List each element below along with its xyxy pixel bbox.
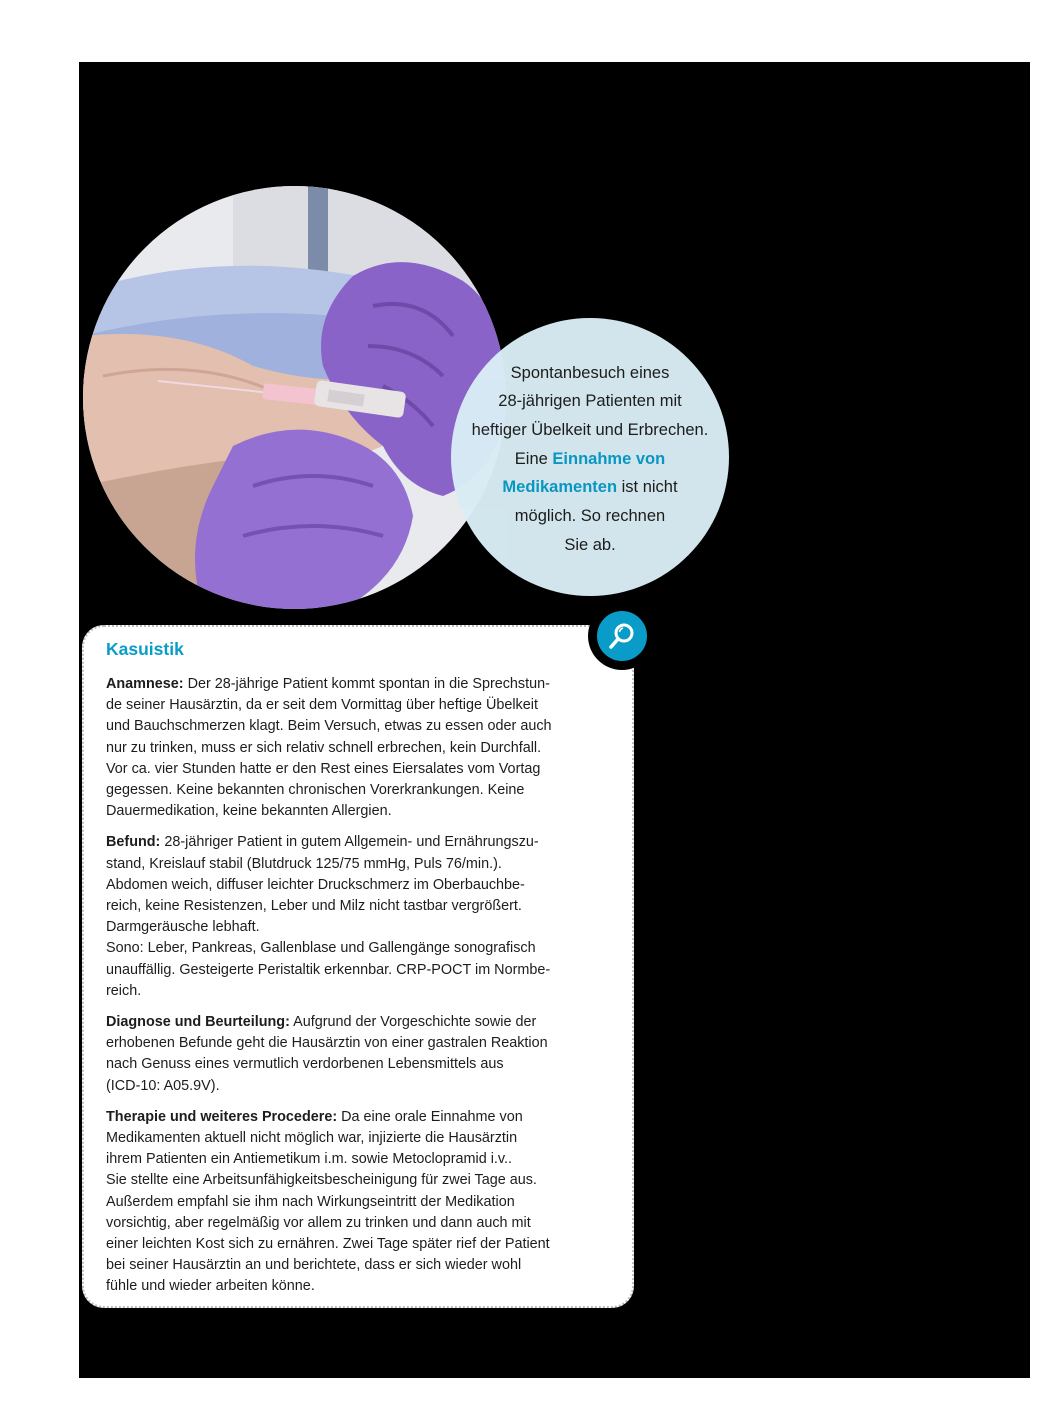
injection-photo bbox=[83, 186, 506, 609]
case-line: reich. bbox=[106, 982, 142, 999]
befund-label: Befund: bbox=[106, 834, 161, 851]
teaser-line: möglich. So rechnen bbox=[514, 507, 666, 526]
case-line: nach Genuss eines vermutlich verdorbenen Lebensmittels aus bbox=[106, 1056, 504, 1073]
search-badge bbox=[588, 602, 656, 670]
case-line bbox=[106, 1012, 616, 1033]
case-body bbox=[106, 674, 616, 1308]
teaser-highlight: Medikamenten bbox=[502, 478, 618, 497]
diagnose-label: Diagnose und Beurteilung: bbox=[106, 1014, 290, 1031]
case-line: reich, keine Resistenzen, Leber und Milz nicht tastbar vergrößert. bbox=[106, 898, 522, 915]
teaser-text bbox=[451, 359, 729, 560]
diagnose-paragraph bbox=[106, 1012, 616, 1097]
anamnese-label: Anamnese: bbox=[106, 676, 184, 692]
teaser-line: Sie ab. bbox=[564, 535, 616, 554]
case-line-text: Aufgrund der Vorgeschichte sowie der bbox=[289, 1014, 537, 1031]
case-line-text: Da eine orale Einnahme von bbox=[337, 1108, 523, 1125]
teaser-highlight: Einnahme von bbox=[552, 449, 666, 468]
therapie-label: Therapie und weiteres Procedere: bbox=[106, 1108, 338, 1125]
case-line: Dauermedikation, keine bekannten Allergien. bbox=[106, 803, 392, 820]
case-line: Medikamenten aktuell nicht möglich war, injizierte die Hausärztin bbox=[106, 1130, 518, 1147]
case-line: bei seiner Hausärztin an und berichtete, dass er sich wieder wohl bbox=[106, 1257, 522, 1274]
case-line-text: 28-jähriger Patient in gutem Allgemein- und Ernährungszu- bbox=[160, 834, 539, 851]
case-line: (ICD-10: A05.9V). bbox=[106, 1077, 220, 1094]
teaser-line: heftiger Übelkeit und Erbrechen. bbox=[471, 420, 709, 439]
teaser-line-text: Eine bbox=[514, 449, 553, 468]
teaser-line: 28-jährigen Patienten mit bbox=[498, 392, 682, 411]
teaser-line-text: ist nicht bbox=[617, 478, 678, 497]
case-line bbox=[106, 1107, 616, 1128]
case-line: vorsichtig, aber regelmäßig vor allem zu trinken und dann auch mit bbox=[106, 1214, 531, 1231]
search-icon bbox=[597, 611, 647, 661]
teaser-line bbox=[451, 445, 729, 474]
teaser-bubble bbox=[451, 318, 729, 596]
case-line: Sie stellte eine Arbeitsunfähigkeitsbescheinigung für zwei Tage aus. bbox=[106, 1172, 537, 1189]
case-line: nur zu trinken, muss er sich relativ schnell erbrechen, kein Durchfall. bbox=[106, 739, 542, 756]
teaser-line: Spontanbesuch eines bbox=[510, 363, 670, 382]
anamnese-paragraph bbox=[106, 674, 616, 822]
case-line: unauffällig. Gesteigerte Peristaltik erkennbar. CRP-POCT im Normbe- bbox=[106, 961, 551, 978]
case-line bbox=[106, 674, 616, 695]
case-study-card bbox=[82, 625, 634, 1308]
case-line-text: Der 28-jährige Patient kommt spontan in die Sprechstun- bbox=[183, 676, 550, 692]
therapie-paragraph bbox=[106, 1107, 616, 1298]
case-line: fühle und wieder arbeiten könne. bbox=[106, 1278, 315, 1295]
case-line: ihrem Patienten ein Antiemetikum i.m. sowie Metoclopramid i.v.. bbox=[106, 1151, 513, 1168]
case-line: Vor ca. vier Stunden hatte er den Rest eines Eiersalates vom Vortag bbox=[106, 760, 541, 777]
case-line: und Bauchschmerzen klagt. Beim Versuch, etwas zu essen oder auch bbox=[106, 718, 552, 735]
befund-paragraph bbox=[106, 832, 616, 1002]
case-line: Sono: Leber, Pankreas, Gallenblase und Gallengänge sonografisch bbox=[106, 940, 536, 957]
case-line: stand, Kreislauf stabil (Blutdruck 125/75 mmHg, Puls 76/min.). bbox=[106, 855, 502, 872]
case-line: erhobenen Befunde geht die Hausärztin von einer gastralen Reaktion bbox=[106, 1035, 548, 1052]
case-title: Kasuistik bbox=[106, 639, 184, 659]
case-line: gegessen. Keine bekannten chronischen Vorerkrankungen. Keine bbox=[106, 782, 525, 799]
case-line: Außerdem empfahl sie ihm nach Wirkungseintritt der Medikation bbox=[106, 1193, 515, 1210]
case-line: Abdomen weich, diffuser leichter Druckschmerz im Oberbauchbe- bbox=[106, 876, 525, 893]
case-line: de seiner Hausärztin, da er seit dem Vormittag über heftige Übelkeit bbox=[106, 697, 538, 714]
case-line: Darmgeräusche lebhaft. bbox=[106, 919, 260, 936]
case-line bbox=[106, 832, 616, 853]
case-line: einer leichten Kost sich zu ernähren. Zwei Tage später rief der Patient bbox=[106, 1236, 550, 1253]
teaser-line bbox=[451, 473, 729, 502]
